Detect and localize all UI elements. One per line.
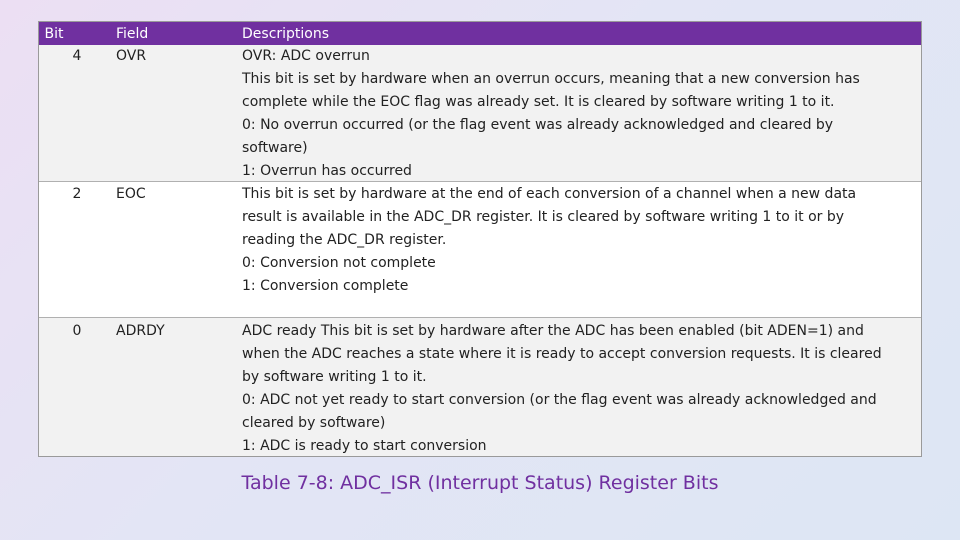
register-bits-table (38, 21, 922, 457)
description (242, 45, 912, 183)
header-field: Field (116, 26, 149, 42)
description-line: This bit is set by hardware when an overrun occurs, meaning that a new conversion has (242, 71, 860, 87)
table-row-bit-4 (39, 45, 921, 181)
field-name: OVR (116, 48, 147, 64)
description-line: 1: Overrun has occurred (242, 163, 412, 179)
header-bit: Bit (44, 26, 64, 42)
description (242, 183, 912, 298)
table-row-bit-0 (39, 318, 921, 456)
description-line: cleared by software) (242, 415, 386, 431)
description-line: 1: Conversion complete (242, 278, 409, 294)
description-line: 0: Conversion not complete (242, 255, 436, 271)
field-name: EOC (116, 186, 146, 202)
description-line: 0: No overrun occurred (or the flag event was already acknowledged and cleared by (242, 117, 834, 133)
description-line: result is available in the ADC_DR register. It is cleared by software writing 1 to it or by (242, 209, 845, 225)
description-line: when the ADC reaches a state where it is ready to accept conversion requests. It is cleared (242, 346, 882, 362)
description-line: 0: ADC not yet ready to start conversion (or the flag event was already acknowledged and (242, 392, 877, 408)
bit-value: 2 (72, 186, 82, 202)
description-line: software) (242, 140, 308, 156)
description-line: by software writing 1 to it. (242, 369, 427, 385)
field-name: ADRDY (116, 323, 165, 339)
description-line: reading the ADC_DR register. (242, 232, 447, 248)
bit-value: 0 (72, 323, 82, 339)
description-line: This bit is set by hardware at the end of each conversion of a channel when a new data (242, 186, 857, 202)
table-caption: Table 7-8: ADC_ISR (Interrupt Status) Register Bits (241, 472, 719, 494)
description (242, 320, 912, 458)
description-line: OVR: ADC overrun (242, 48, 370, 64)
description-line: complete while the EOC flag was already set. It is cleared by software writing 1 to it. (242, 94, 835, 110)
bit-value: 4 (72, 48, 82, 64)
table-row-bit-2 (39, 182, 921, 317)
description-line: 1: ADC is ready to start conversion (242, 438, 487, 454)
header-descriptions: Descriptions (242, 26, 330, 42)
description-line: ADC ready This bit is set by hardware after the ADC has been enabled (bit ADEN=1) and (242, 323, 864, 339)
table-header-row (39, 22, 921, 45)
